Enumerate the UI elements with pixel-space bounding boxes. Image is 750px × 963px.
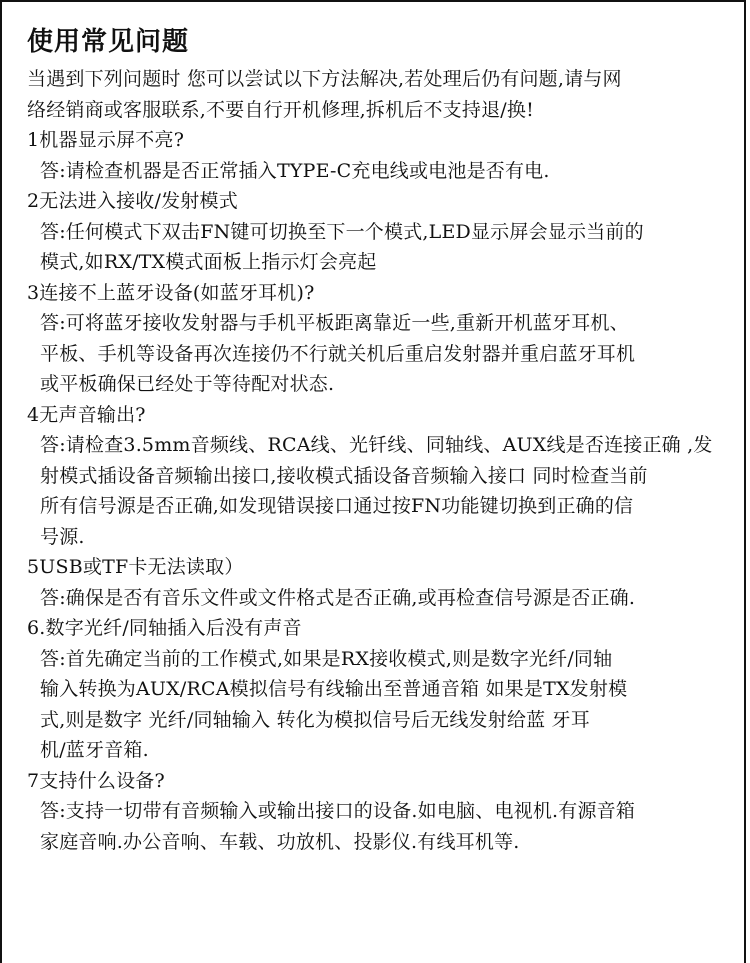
faq-answer-line: 射模式插设备音频输出接口,接收模式插设备音频输入接口 同时检查当前 bbox=[40, 464, 648, 487]
faq-answer-line: 机/蓝牙音箱. bbox=[40, 739, 149, 761]
faq-answer-line: 答:确保是否有音乐文件或文件格式是否正确,或再检查信号源是否正确. bbox=[40, 586, 636, 609]
faq-question: 7支持什么设备? bbox=[27, 769, 165, 792]
faq-document bbox=[27, 22, 727, 857]
faq-item-2 bbox=[27, 186, 727, 278]
intro-paragraph bbox=[27, 64, 727, 125]
faq-answer-line: 答:任何模式下双击FN键可切换至下一个模式,LED显示屏会显示当前的 bbox=[40, 220, 644, 243]
faq-question: 2无法进入接收/发射模式 bbox=[27, 190, 238, 212]
faq-item-1 bbox=[27, 125, 727, 186]
faq-item-7 bbox=[27, 766, 727, 858]
faq-item-4 bbox=[27, 400, 727, 553]
faq-answer-line: 所有信号源是否正确,如发现错误接口通过按FN功能键切换到正确的信 bbox=[40, 495, 634, 517]
faq-answer-line: 号源. bbox=[40, 525, 85, 548]
faq-answer-line: 答:首先确定当前的工作模式,如果是RX接收模式,则是数字光纤/同轴 bbox=[40, 647, 613, 670]
faq-answer-line: 答:请检查3.5mm音频线、RCA线、光钎线、同轴线、AUX线是否连接正确 ,发 bbox=[40, 434, 713, 456]
faq-question: 5USB或TF卡无法读取） bbox=[27, 556, 244, 578]
faq-question: 1机器显示屏不亮? bbox=[27, 129, 185, 151]
faq-answer-line: 式,则是数字 光纤/同轴输入 转化为模拟信号后无线发射给蓝 牙耳 bbox=[40, 708, 590, 731]
faq-item-3 bbox=[27, 278, 727, 400]
faq-answer-line: 答:请检查机器是否正常插入TYPE-C充电线或电池是否有电. bbox=[40, 159, 550, 182]
page-title: 使用常见问题 bbox=[27, 27, 190, 57]
faq-answer-line: 平板、手机等设备再次连接仍不行就关机后重启发射器并重启蓝牙耳机 bbox=[40, 342, 636, 365]
faq-answer-line: 模式,如RX/TX模式面板上指示灯会亮起 bbox=[40, 251, 377, 273]
faq-item-5 bbox=[27, 552, 727, 613]
faq-answer-line: 答:可将蓝牙接收发射器与手机平板距离靠近一些,重新开机蓝牙耳机、 bbox=[40, 312, 629, 334]
faq-question: 6.数字光纤/同轴插入后没有声音 bbox=[27, 617, 302, 639]
intro-line: 络经销商或客服联系,不要自行开机修理,拆机后不支持退/换! bbox=[27, 98, 534, 121]
faq-answer-line: 输入转换为AUX/RCA模拟信号有线输出至普通音箱 如果是TX发射模 bbox=[40, 678, 628, 700]
faq-question: 4无声音输出? bbox=[27, 403, 146, 426]
faq-question: 3连接不上蓝牙设备(如蓝牙耳机)? bbox=[27, 281, 315, 304]
faq-answer-line: 答:支持一切带有音频输入或输出接口的设备.如电脑、电视机.有源音箱 bbox=[40, 800, 636, 822]
intro-line: 当遇到下列问题时 您可以尝试以下方法解决,若处理后仍有问题,请与网 bbox=[27, 68, 622, 90]
faq-item-6 bbox=[27, 613, 727, 766]
faq-answer-line: 家庭音响.办公音响、车载、功放机、投影仪.有线耳机等. bbox=[40, 830, 520, 853]
faq-answer-line: 或平板确保已经处于等待配对状态. bbox=[40, 373, 335, 395]
